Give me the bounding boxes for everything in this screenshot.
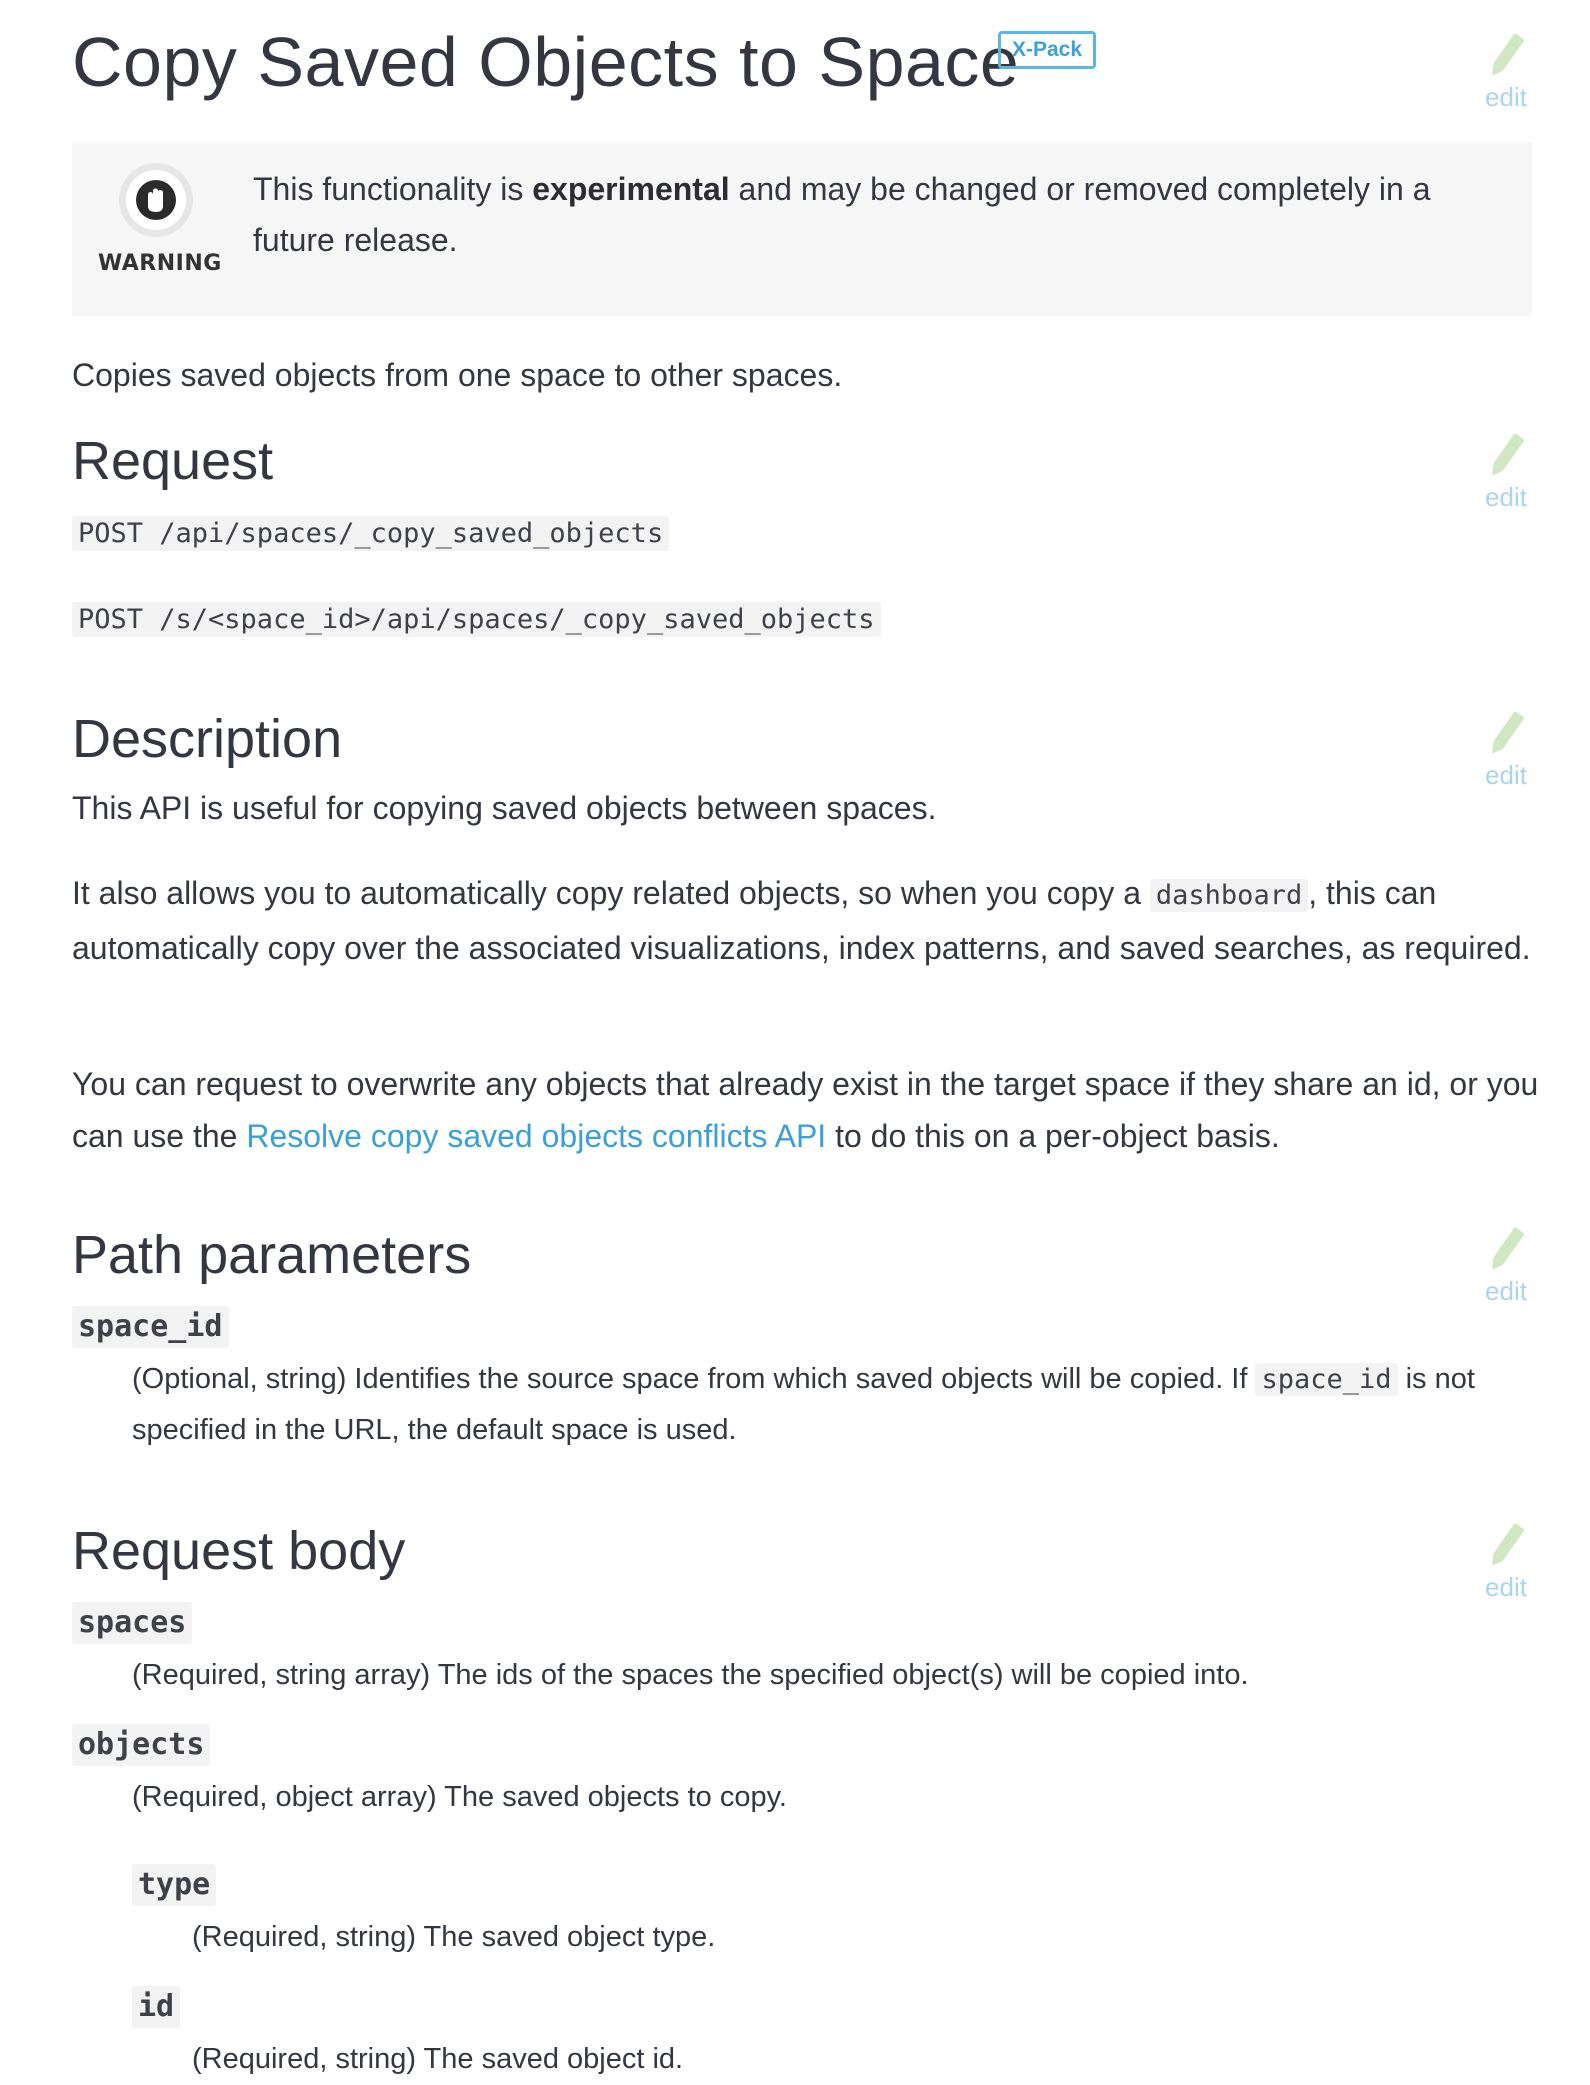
- pencil-icon: [1484, 1224, 1528, 1276]
- intro-text: Copies saved objects from one space to other spaces.: [72, 357, 843, 393]
- edit-link-path-parameters[interactable]: [1476, 1224, 1536, 1310]
- warning-admonition: [72, 142, 1532, 316]
- pencil-icon: [1484, 430, 1528, 482]
- edit-link-request[interactable]: [1476, 430, 1536, 516]
- param-objects-desc: (Required, object array) The saved objects to copy.: [132, 1781, 787, 1813]
- resolve-conflicts-link[interactable]: Resolve copy saved objects conflicts API: [246, 1118, 827, 1154]
- warning-text: This functionality is experimental and may be changed or removed completely in a future release.: [253, 171, 1431, 258]
- edit-label: edit: [1485, 760, 1527, 790]
- param-space-id: space_id: [72, 1306, 229, 1348]
- warning-icon: [98, 160, 222, 280]
- param-objects: objects: [72, 1724, 210, 1766]
- param-id-desc: (Required, string) The saved object id.: [192, 2043, 684, 2075]
- pencil-icon: [1484, 30, 1528, 82]
- edit-label: edit: [1485, 482, 1527, 512]
- pencil-icon: [1484, 1520, 1528, 1572]
- param-id: id: [132, 1986, 180, 2028]
- param-spaces: spaces: [72, 1602, 192, 1644]
- inline-code: space_id: [1255, 1363, 1397, 1396]
- edit-link-description[interactable]: [1476, 708, 1536, 794]
- endpoint-1: POST /api/spaces/_copy_saved_objects: [72, 515, 669, 552]
- warning-emphasis: experimental: [532, 171, 730, 207]
- description-p3: You can request to overwrite any objects that already exist in the target space if they share an id, or you can use the Resolve copy saved objects conflicts API to do this on a per-object basis.: [72, 1066, 1539, 1154]
- param-space-id-desc: (Optional, string) Identifies the source space from which saved objects will be copied. If space_id is not specified in the URL, the default space is used.: [132, 1363, 1475, 1446]
- edit-label: edit: [1485, 1276, 1527, 1306]
- section-heading-description: Description: [72, 709, 343, 769]
- edit-label: edit: [1485, 82, 1527, 112]
- param-spaces-desc: (Required, string array) The ids of the spaces the specified object(s) will be copied into.: [132, 1659, 1249, 1691]
- edit-label: edit: [1485, 1572, 1527, 1602]
- warning-label: WARNING: [98, 251, 222, 276]
- description-p1: This API is useful for copying saved objects between spaces.: [72, 790, 937, 826]
- param-type-desc: (Required, string) The saved object type.: [192, 1921, 716, 1953]
- endpoint-2: POST /s/<space_id>/api/spaces/_copy_saved_objects: [72, 601, 881, 638]
- section-heading-request-body: Request body: [72, 1521, 406, 1581]
- description-p2: It also allows you to automatically copy related objects, so when you copy a dashboard , this can automatically copy over the associated visualizations, index patterns, and saved searches, as required.: [72, 875, 1531, 966]
- stop-hand-icon: [98, 160, 214, 240]
- xpack-badge[interactable]: X-Pack: [998, 31, 1096, 69]
- page-title: Copy Saved Objects to Space: [72, 23, 1020, 101]
- section-heading-path-parameters: Path parameters: [72, 1225, 472, 1285]
- pencil-icon: [1484, 708, 1528, 760]
- param-type: type: [132, 1864, 216, 1906]
- inline-code: dashboard: [1150, 879, 1308, 912]
- edit-link-request-body[interactable]: [1476, 1520, 1536, 1606]
- edit-link-title[interactable]: [1476, 30, 1536, 116]
- section-heading-request: Request: [72, 431, 274, 491]
